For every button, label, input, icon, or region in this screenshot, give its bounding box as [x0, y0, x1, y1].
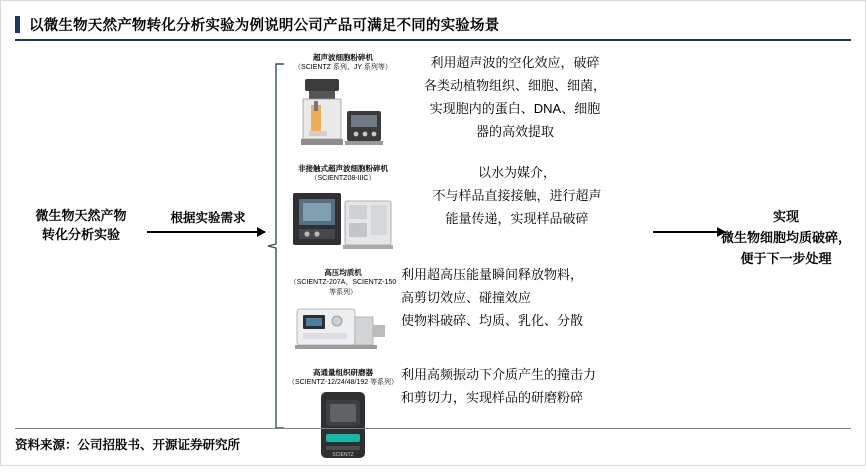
svg-text:SCIENTZ: SCIENTZ: [332, 451, 354, 458]
page-title: 以微生物天然产物转化分析实验为例说明公司产品可满足不同的实验场景: [29, 17, 500, 34]
list-item: [287, 368, 399, 467]
non-contact-ultrasonic-crusher-photo: [287, 185, 399, 262]
product-description-1: [401, 51, 629, 143]
outcome-line3: 便于下一步处理: [740, 251, 832, 266]
description-line: 以水为媒介，: [477, 165, 556, 180]
ultrasonic-cell-crusher-photo: [287, 75, 399, 158]
source-note: 资料来源：公司招股书、开源证券研究所: [15, 438, 241, 452]
product-name: 高通量组织研磨器: [313, 368, 373, 377]
list-item: [287, 268, 399, 362]
list-item: [287, 164, 399, 263]
description-line: 和剪切力，实现样品的研磨粉碎: [401, 390, 584, 405]
flow-input-label: [19, 206, 143, 244]
product-description-2: [401, 161, 633, 230]
slide-title-row: [15, 11, 851, 37]
outcome-line1: 实现: [772, 209, 799, 224]
product-list: [287, 53, 399, 473]
description-line: 利用超声波的空化效应，破碎: [430, 55, 600, 70]
product-model: （SCIENTZ-12/24/48/192 等系列）: [287, 379, 399, 386]
flow-outcome-label: [713, 206, 859, 269]
product-name: 非接触式超声波细胞粉碎机: [298, 163, 388, 173]
product-model: （SCIENTZ08-IIIC）: [310, 174, 376, 182]
description-line: 实现胞内的蛋白、DNA、细胞: [429, 101, 601, 116]
product-model: （SCIENTZ 系列、JY 系列等）: [294, 64, 392, 71]
list-item: [287, 53, 399, 158]
description-line: 能量传递，实现样品破碎: [445, 211, 589, 226]
footer-divider: [15, 428, 851, 429]
grouping-bracket-icon: [267, 63, 285, 429]
high-pressure-homogenizer-photo: [287, 299, 399, 362]
description-line: 不与样品直接接触，进行超声: [432, 188, 602, 203]
description-line: 器的高效提取: [475, 124, 554, 139]
flow-input-label-line2: 转化分析实验: [41, 227, 120, 242]
product-description-3: [401, 263, 633, 332]
product-name: 超声波细胞粉碎机: [313, 53, 373, 62]
outcome-line2: 微生物细胞均质破碎，: [720, 230, 851, 245]
description-line: 利用超高压能量瞬间释放物料，: [401, 267, 584, 282]
title-accent-bar: [15, 16, 20, 33]
flow-arrow-icon: [147, 231, 265, 233]
flow-arrow-label: 根据实验需求: [170, 211, 246, 225]
product-description-4: [401, 363, 633, 409]
description-line: 利用高频振动下介质产生的撞击力: [401, 367, 597, 382]
product-name: 高压均质机: [324, 268, 362, 277]
description-line: 使物料破碎、均质、乳化、分散: [401, 313, 584, 328]
title-underline: [15, 39, 851, 41]
description-line: 高剪切效应、碰撞效应: [401, 290, 532, 305]
product-model: （SCIENTZ-207A、SCIENTZ-150 等系列）: [289, 279, 397, 296]
description-line: 各类动植物组织、细胞、细菌，: [423, 78, 606, 93]
flow-input-label-line1: 微生物天然产物: [35, 208, 127, 223]
